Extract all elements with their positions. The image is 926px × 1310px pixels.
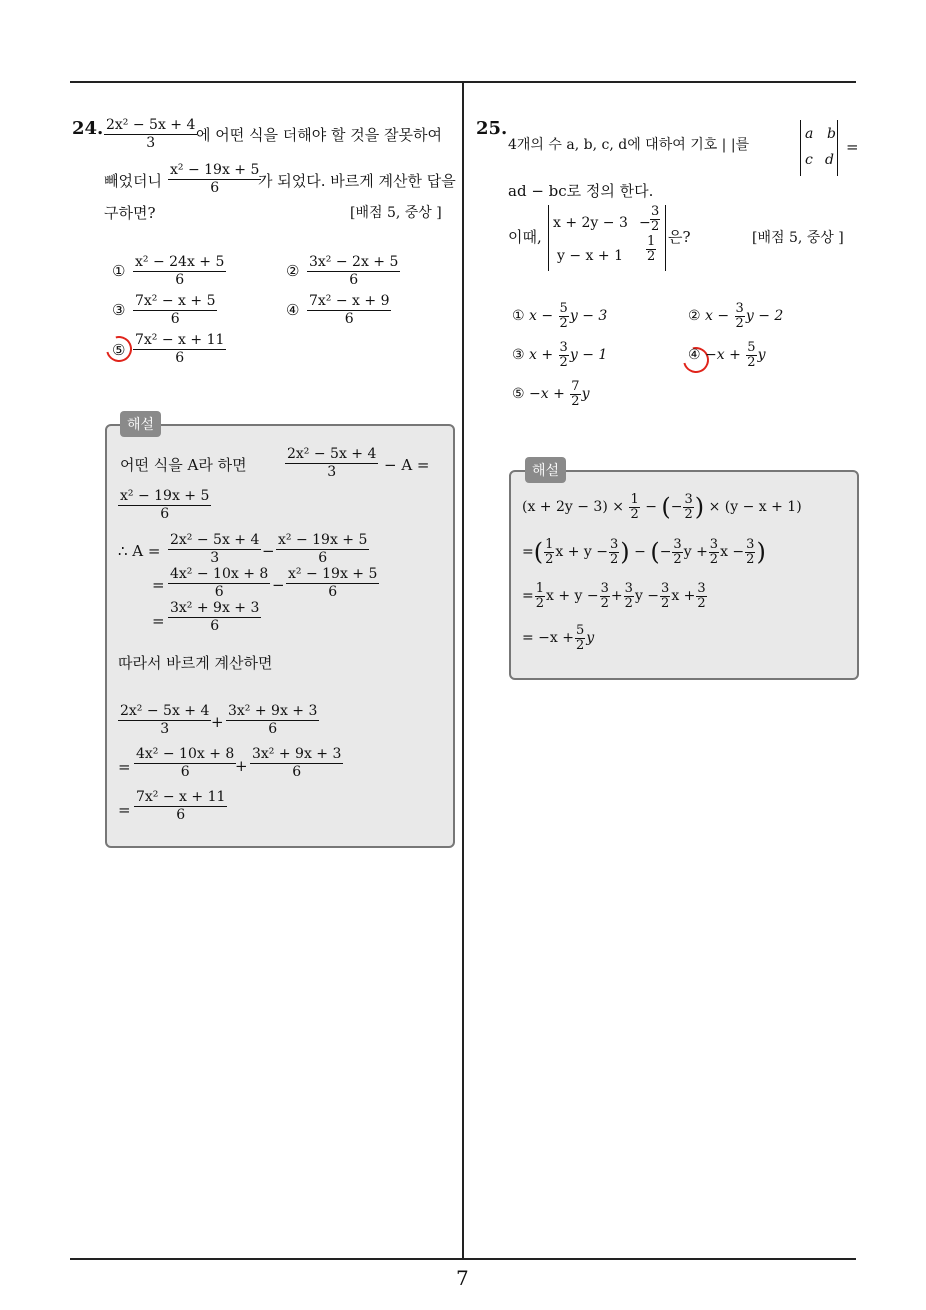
q24-choice-1[interactable]: $\frac{\text{x² − 24x + 5}}{6}$ <box>135 254 225 289</box>
q24-choice-3-mark[interactable]: ③ <box>112 301 126 319</box>
q25-line3-pre: 이때, <box>508 228 542 246</box>
q25-choice-2[interactable]: ② x − $\frac{3}{2}$ y − 2 <box>688 301 784 331</box>
q25-line3-post: 은? <box>668 228 691 246</box>
q24-sol-op: = <box>152 576 165 594</box>
q25-sol-line4: = −x + $\frac{5}{2}$ y <box>522 623 595 653</box>
q24-fraction-1: $\frac{\text{2x² − 5x + 4}}{3}$ <box>106 117 196 152</box>
q24-sol-frac: $\frac{\text{x² − 19x + 5}}{6}$ <box>120 488 210 523</box>
q25-number: 25. <box>476 118 508 139</box>
q24-sol-frac: $\frac{\text{2x² − 5x + 4}}{3}$ <box>170 532 260 567</box>
q25-line2: ad − bc로 정의 한다. <box>508 182 654 200</box>
q25-eq: = <box>846 138 859 156</box>
q24-sol-frac: $\frac{\text{2x² − 5x + 4}}{3}$ <box>287 446 377 481</box>
q24-sol-frac: $\frac{\text{3x² + 9x + 3}}{6}$ <box>252 746 342 781</box>
bottom-rule <box>70 1258 856 1260</box>
q24-sol-op: − <box>262 542 275 560</box>
q25-sol-line2: =( $\frac{1}{2}$ x + y − $\frac{3}{2}$ ) − (− $\frac{3}{2}$ y + $\frac{3}{2}$ x − $\frac{3}{2}$ ) <box>522 537 766 567</box>
q24-choice-2-mark[interactable]: ② <box>286 262 300 280</box>
q24-sol-op: = <box>118 801 131 819</box>
q24-sol-frac: $\frac{\text{3x² + 9x + 3}}{6}$ <box>228 703 318 738</box>
q24-line3: 구하면? <box>104 204 156 222</box>
q24-sol-line1-tail: − A = <box>384 456 430 474</box>
q24-sol-frac: $\frac{\text{4x² − 10x + 8}}{6}$ <box>136 746 235 781</box>
q24-sol-frac: $\frac{\text{x² − 19x + 5}}{6}$ <box>288 566 378 601</box>
q24-line2-pre: 빼었더니 <box>104 172 162 190</box>
q24-choice-4[interactable]: $\frac{\text{7x² − x + 9}}{6}$ <box>309 293 390 328</box>
q24-solution-tag: 해설 <box>120 411 161 437</box>
q25-sol-line1: (x + 2y − 3) × $\frac{1}{2}$ − (− $\frac{3}{2}$ ) × (y − x + 1) <box>522 492 802 522</box>
q24-sol-frac: $\frac{\text{4x² − 10x + 8}}{6}$ <box>170 566 269 601</box>
q24-line1: 에 어떤 식을 더해야 할 것을 잘못하여 <box>196 126 442 144</box>
q25-choice-3[interactable]: ③ x + $\frac{3}{2}$ y − 1 <box>512 340 608 370</box>
q24-choice-1-mark[interactable]: ① <box>112 262 126 280</box>
q25-matrix-frac: $\frac{3}{2}$ <box>651 204 660 234</box>
page-number: 7 <box>456 1266 469 1290</box>
q24-choice-5-mark[interactable]: ⑤ <box>112 341 126 359</box>
q24-sol-frac: $\frac{\text{x² − 19x + 5}}{6}$ <box>278 532 368 567</box>
q24-choice-4-mark[interactable]: ④ <box>286 301 300 319</box>
q25-sol-line3: = $\frac{1}{2}$ x + y − $\frac{3}{2}$ + $\frac{3}{2}$ y − $\frac{3}{2}$ x + $\frac{3}{2}$ <box>522 581 706 611</box>
q24-sol-mid-text: 따라서 바르게 계산하면 <box>118 654 273 672</box>
q25-line1: 4개의 수 a, b, c, d에 대하여 기호 | |를 <box>508 137 750 153</box>
q24-sol-op: + <box>211 713 224 731</box>
q25-matrix-frac: $\frac{1}{2}$ <box>647 234 656 264</box>
q24-sol-frac: $\frac{\text{3x² + 9x + 3}}{6}$ <box>170 600 260 635</box>
q25-score: [배점 5, 중상 ] <box>752 230 844 246</box>
q24-sol-op: = <box>152 612 165 630</box>
q25-choice-1[interactable]: ① x − $\frac{5}{2}$ y − 3 <box>512 301 608 331</box>
answer-circle-icon <box>101 331 137 367</box>
q25-solution-tag: 해설 <box>525 457 566 483</box>
q24-sol-line1: 어떤 식을 A라 하면 <box>120 456 247 474</box>
q25-det-symbol: a b c d <box>800 120 838 176</box>
q25-matrix: x + 2y − 3 − $\frac{3}{2}$ y − x + 1 $\frac{1}{2}$ <box>548 205 666 271</box>
q24-fraction-2: $\frac{\text{x² − 19x + 5}}{6}$ <box>170 162 260 197</box>
column-divider <box>462 83 464 1259</box>
q24-sol-op: + <box>235 757 248 775</box>
q24-sol-therefore: ∴ A = <box>118 542 161 560</box>
q24-choice-5[interactable]: $\frac{\text{7x² − x + 11}}{6}$ <box>135 332 225 367</box>
q24-sol-frac: $\frac{\text{2x² − 5x + 4}}{3}$ <box>120 703 210 738</box>
q24-line2-post: 가 되었다. 바르게 계산한 답을 <box>258 172 456 190</box>
q25-choice-5[interactable]: ⑤ −x + $\frac{7}{2}$ y <box>512 379 590 409</box>
q24-sol-op: = <box>118 758 131 776</box>
q24-sol-frac: $\frac{\text{7x² − x + 11}}{6}$ <box>136 789 226 824</box>
q24-sol-op: − <box>272 576 285 594</box>
q24-choice-2[interactable]: $\frac{\text{3x² − 2x + 5}}{6}$ <box>309 254 399 289</box>
q24-number: 24. <box>72 118 104 139</box>
q24-score: [배점 5, 중상 ] <box>350 205 442 221</box>
q24-choice-3[interactable]: $\frac{\text{7x² − x + 5}}{6}$ <box>135 293 216 328</box>
q25-choice-4[interactable]: ④ −x + $\frac{5}{2}$ y <box>688 340 766 370</box>
